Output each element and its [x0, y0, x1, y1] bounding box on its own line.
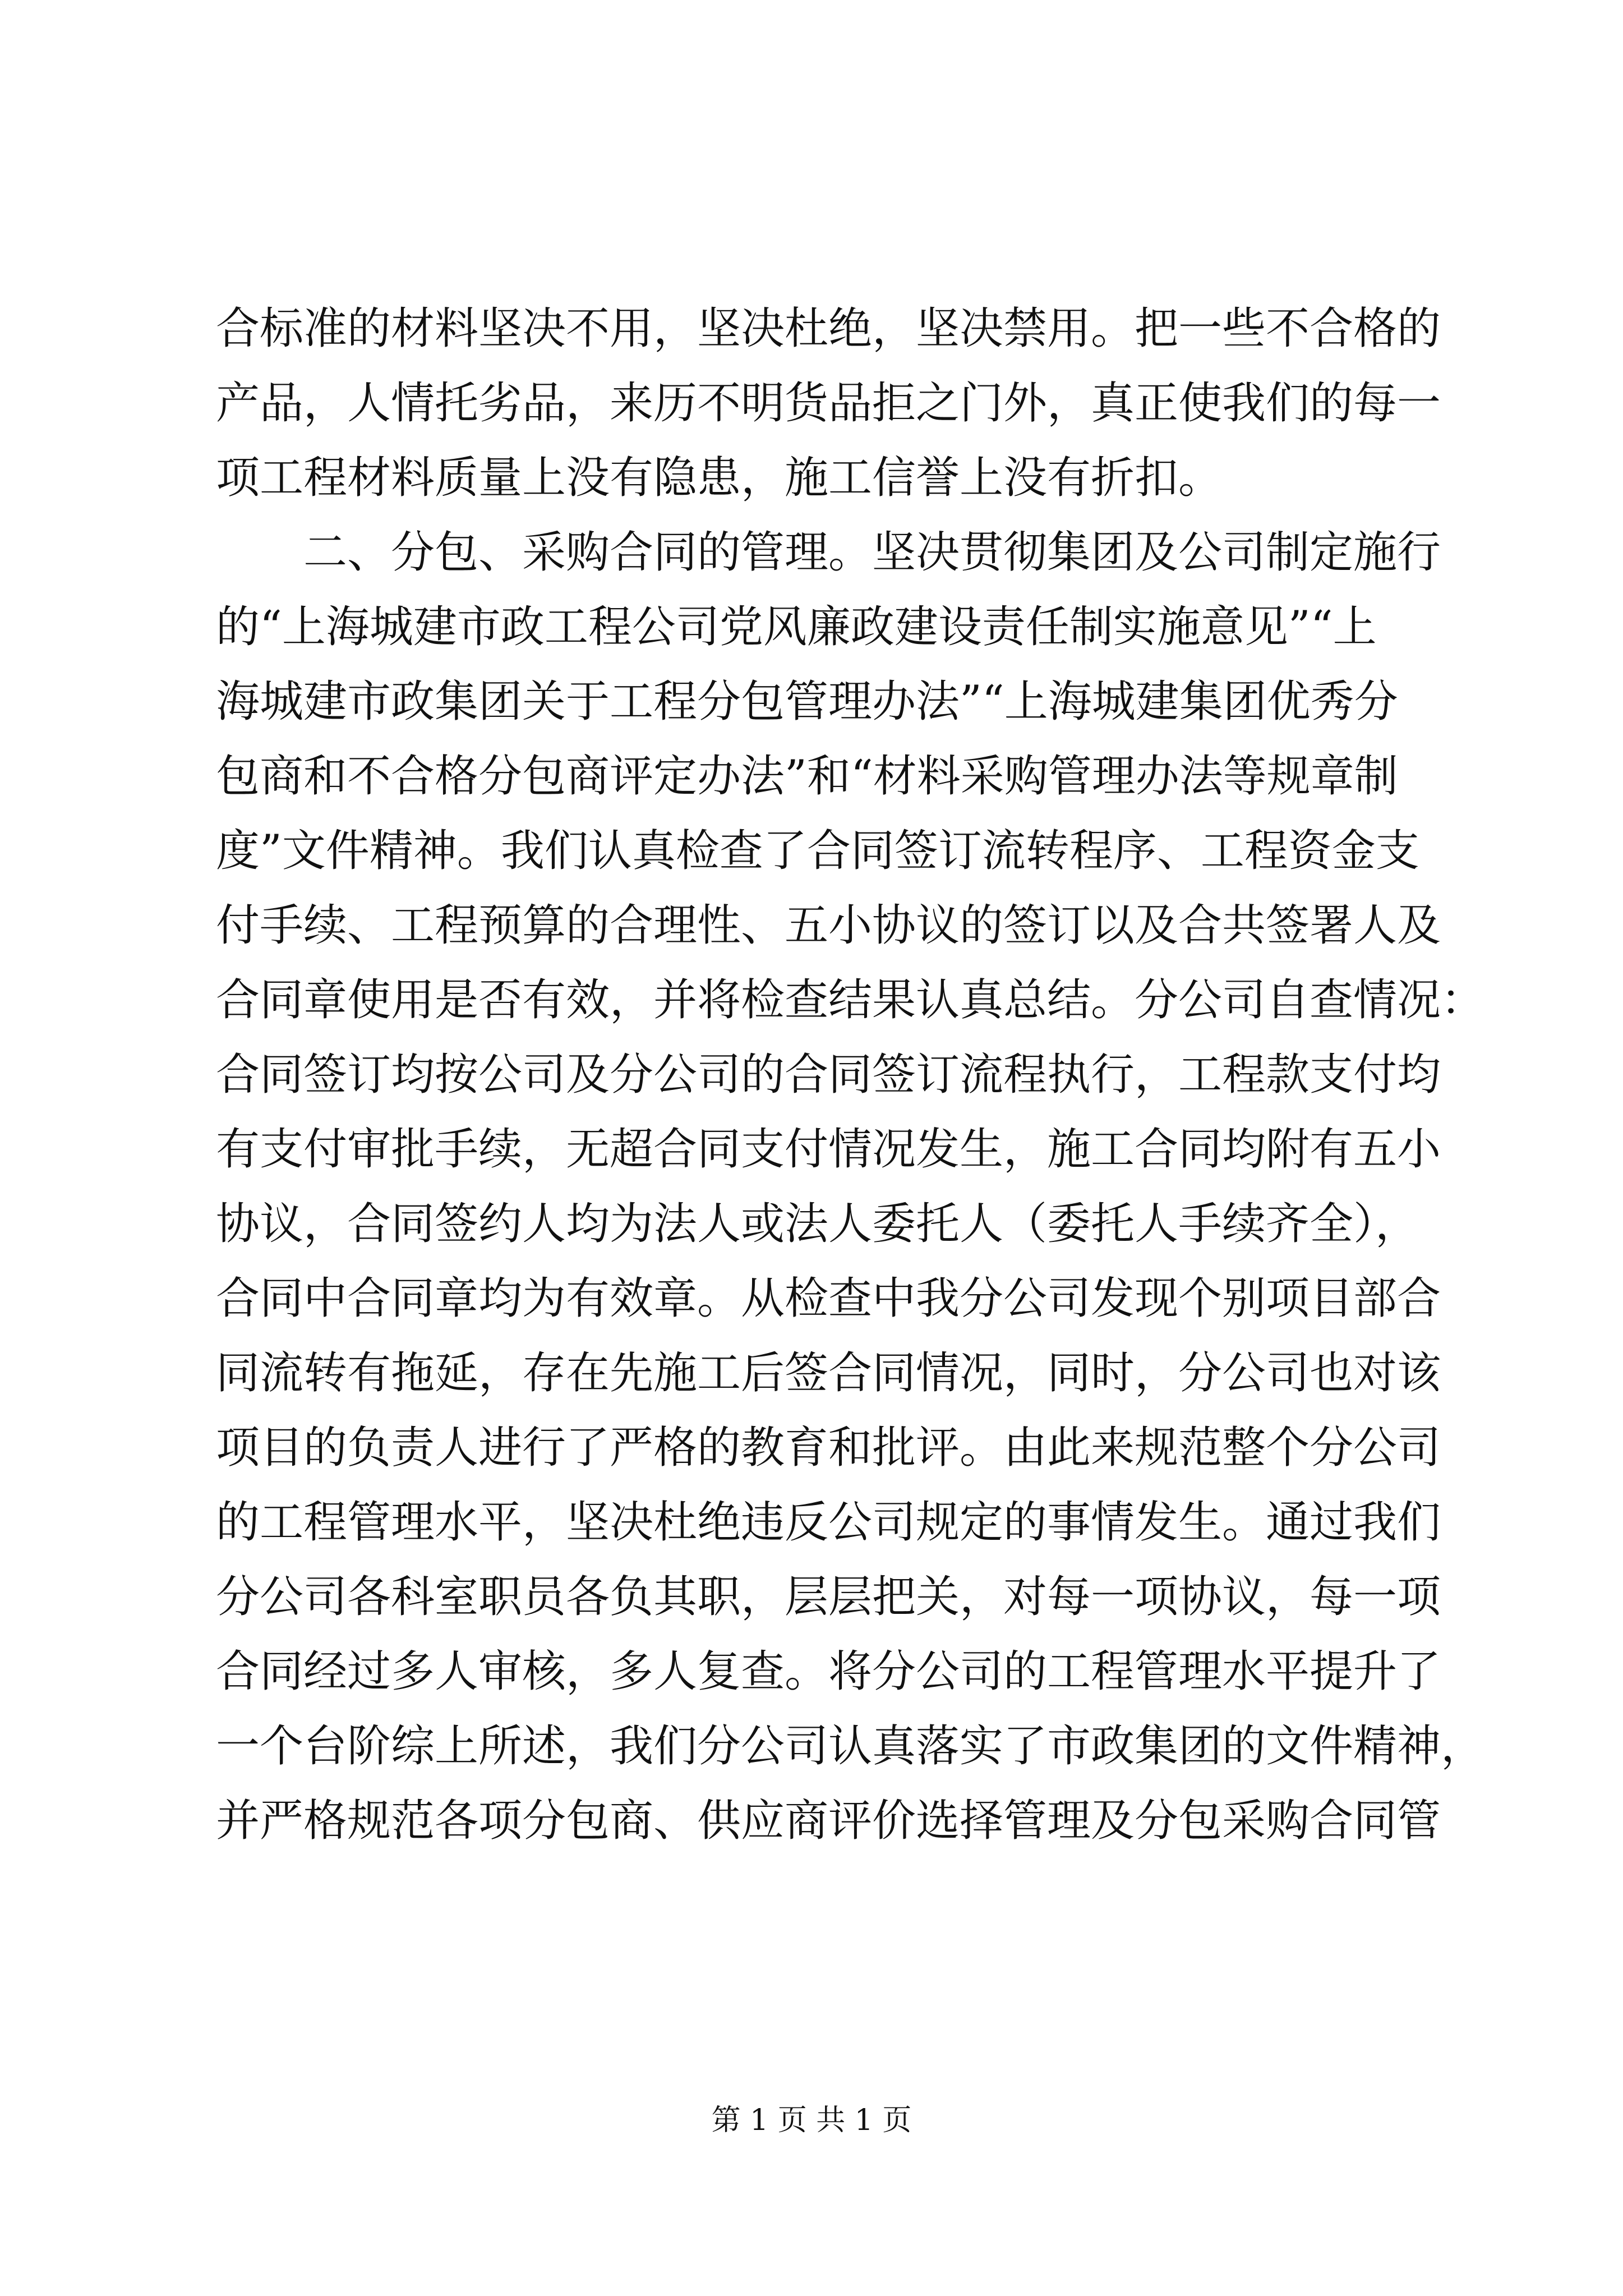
text-line: 项目的负责人进行了严格的教育和批评。由此来规范整个分公司	[216, 1423, 1441, 1473]
text-line: 的“上海城建市政工程公司党风廉政建设责任制实施意见”“上	[216, 602, 1377, 652]
text-line: 产品，人情托劣品，来历不明货品拒之门外，真正使我们的每一	[216, 378, 1441, 429]
text-line: 合同经过多人审核，多人复查。将分公司的工程管理水平提升了	[216, 1646, 1441, 1697]
text-line: 分公司各科室职员各负其职，层层把关，对每一项协议，每一项	[216, 1572, 1441, 1622]
text-line: 度”文件精神。我们认真检查了合同签订流转程序、工程资金支	[216, 826, 1419, 876]
text-line: 合标准的材料坚决不用，坚决杜绝，坚决禁用。把一些不合格的	[216, 303, 1441, 354]
text-line: 同流转有拖延，存在先施工后签合同情况，同时，分公司也对该	[216, 1348, 1441, 1398]
text-line: 合同章使用是否有效，并将检查结果认真总结。分公司自查情况：	[216, 975, 1485, 1025]
page-footer: 第 1 页 共 1 页	[711, 2104, 912, 2137]
text-line: 协议，合同签约人均为法人或法人委托人（委托人手续齐全），	[216, 1199, 1419, 1249]
text-line: 付手续、工程预算的合理性、五小协议的签订以及合共签署人及	[216, 900, 1441, 951]
text-line: 包商和不合格分包商评定办法”和“材料采购管理办法等规章制	[216, 751, 1398, 802]
text-line: 一个台阶综上所述，我们分公司认真落实了市政集团的文件精神，	[216, 1721, 1485, 1772]
paragraph-start-line: 二、分包、采购合同的管理。坚决贯彻集团及公司制定施行	[303, 527, 1441, 578]
text-line: 并严格规范各项分包商、供应商评价选择管理及分包采购合同管	[216, 1796, 1441, 1846]
text-line: 的工程管理水平，坚决杜绝违反公司规定的事情发生。通过我们	[216, 1497, 1441, 1548]
text-line: 合同中合同章均为有效章。从检查中我分公司发现个别项目部合	[216, 1273, 1441, 1324]
text-line: 合同签订均按公司及分公司的合同签订流程执行，工程款支付均	[216, 1050, 1441, 1100]
text-line: 项工程材料质量上没有隐患，施工信誉上没有折扣。	[216, 453, 1223, 503]
body-text	[216, 292, 1485, 1858]
text-line: 海城建市政集团关于工程分包管理办法”“上海城建集团优秀分	[216, 677, 1398, 727]
text-line: 有支付审批手续，无超合同支付情况发生，施工合同均附有五小	[216, 1124, 1441, 1175]
